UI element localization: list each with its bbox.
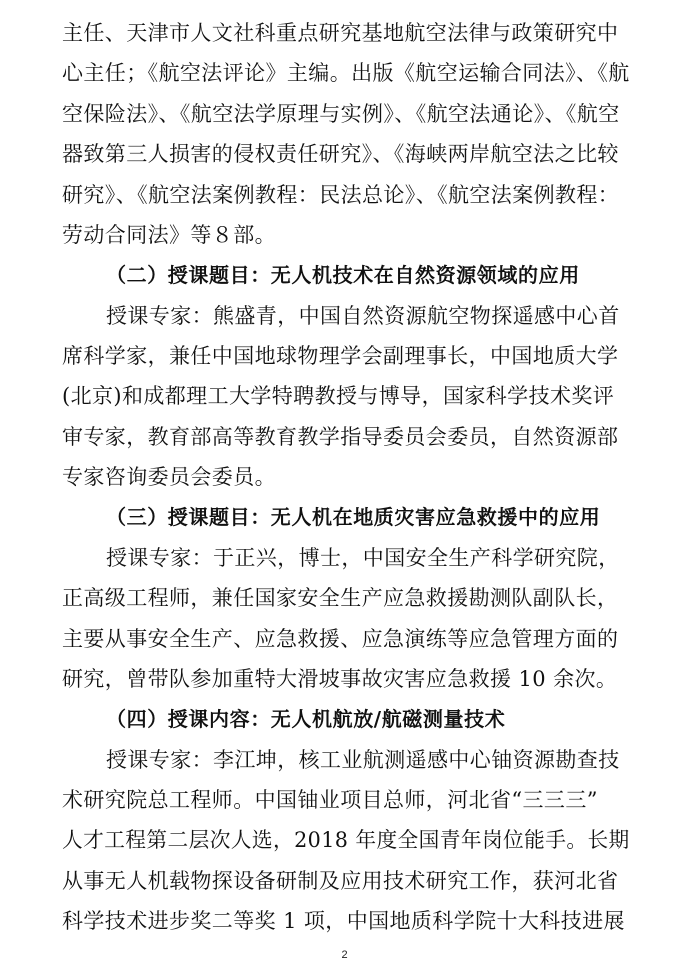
page-number: 2 (341, 949, 348, 961)
section-4-heading: （四）授课内容：无人机航放/航磁测量技术 (106, 707, 506, 732)
section-4-line-4: 从事无人机载物探设备研制及应用技术研究工作，获河北省 (62, 868, 619, 893)
intro-line-5: 研究》、《航空法案例教程：民法总论》、《航空法案例教程： (62, 182, 620, 207)
intro-line-3: 空保险法》、《航空法学原理与实例》、《航空法通论》、《航空 (62, 101, 620, 126)
section-2-line-4: 审专家，教育部高等教育教学指导委员会委员，自然资源部 (62, 424, 619, 449)
section-2-line-1: 授课专家：熊盛青，中国自然资源航空物探遥感中心首 (106, 303, 620, 328)
section-2-line-5: 专家咨询委员会委员。 (62, 465, 276, 489)
intro-line-6: 劳动合同法》等８部。 (62, 222, 276, 247)
section-3-line-1: 授课专家：于正兴，博士，中国安全生产科学研究院， (106, 545, 620, 570)
section-4-line-1: 授课专家：李江坤，核工业航测遥感中心铀资源勘查技 (106, 747, 620, 772)
intro-line-2: 心主任；《航空法评论》主编。出版《航空运输合同法》、《航 (62, 61, 630, 86)
section-2-line-2: 席科学家，兼任中国地球物理学会副理事长，中国地质大学 (62, 343, 619, 368)
section-3-line-3: 主要从事安全生产、应急救援、应急演练等应急管理方面的 (62, 626, 619, 651)
section-2-line-3: (北京)和成都理工大学特聘教授与博导，国家科学技术奖评 (62, 384, 615, 409)
section-3-heading: （三）授课题目：无人机在地质灾害应急救援中的应用 (106, 505, 601, 530)
section-4-line-2: 术研究院总工程师。中国铀业项目总师，河北省“三三三” (62, 787, 598, 812)
section-3-line-2: 正高级工程师，兼任国家安全生产应急救援勘测队副队长， (62, 586, 619, 611)
section-3-line-4: 研究，曾带队参加重特大滑坡事故灾害应急救援 10 余次。 (62, 666, 618, 691)
intro-line-4: 器致第三人损害的侵权责任研究》、《海峡两岸航空法之比较 (62, 142, 619, 167)
section-4-line-3: 人才工程第二层次人选，2018 年度全国青年岗位能手。长期 (62, 828, 630, 853)
intro-line-1: 主任、天津市人文社科重点研究基地航空法律与政策研究中 (62, 21, 619, 45)
section-4-line-5: 科学技术进步奖二等奖 1 项，中国地质科学院十大科技进展 (62, 909, 625, 933)
section-2-heading: （二）授课题目：无人机技术在自然资源领域的应用 (106, 263, 580, 288)
